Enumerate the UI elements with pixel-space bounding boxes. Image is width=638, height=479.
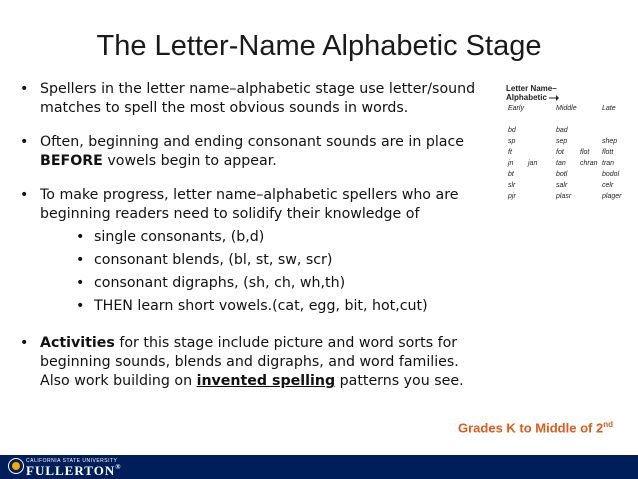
table-row	[506, 149, 632, 160]
table-cell: tran	[602, 160, 615, 167]
table-cell: bd	[508, 127, 516, 134]
bullet-2-text-b: vowels begin to appear.	[102, 153, 277, 169]
table-cell: ft	[508, 149, 512, 156]
bullet-2	[18, 133, 493, 171]
column-header-early: Early	[508, 105, 524, 112]
sub-bullet-list	[18, 228, 493, 316]
bullet-2-bold: BEFORE	[40, 153, 103, 169]
bullet-3-text: To make progress, letter name–alphabetic spellers who are beginning readers need to solidify their knowledge of	[40, 187, 459, 222]
sub-bullet	[18, 251, 493, 270]
bullet-4	[18, 334, 493, 391]
bullet-3	[18, 186, 493, 224]
table-cell: jn	[508, 160, 514, 167]
bullet-2-text-a: Often, beginning and ending consonant sounds are in place	[40, 134, 465, 150]
spelling-examples-table	[506, 84, 632, 204]
table-cell: celr	[602, 182, 614, 189]
sub-bullet-dot: •	[76, 252, 85, 268]
table-row	[506, 171, 632, 182]
university-name: FULLERTON	[26, 463, 116, 478]
table-cell: bt	[508, 171, 514, 178]
bullet-1	[18, 80, 493, 118]
bullet-4-bold: Activities	[40, 335, 115, 351]
table-cell: flott	[602, 149, 614, 156]
table-cell: slr	[508, 182, 516, 189]
table-cell: pjr	[508, 193, 516, 200]
bullet-dot: •	[20, 187, 29, 203]
table-cell: botl	[556, 171, 568, 178]
sub-bullet	[18, 274, 493, 293]
sub-bullet	[18, 228, 493, 247]
table-cell: tan	[556, 160, 566, 167]
sub-bullet-text: THEN learn short vowels.(cat, egg, bit, hot,cut)	[94, 298, 428, 314]
table-column-headers	[506, 105, 632, 117]
arrow-right-icon	[549, 95, 559, 101]
column-header-late: Late	[602, 105, 616, 112]
table-cell: sep	[556, 138, 568, 145]
table-cell: bad	[556, 127, 568, 134]
table-heading-text: Alphabetic	[506, 93, 547, 102]
university-logo	[26, 463, 121, 479]
table-cell: jan	[528, 160, 538, 167]
grade-range-suffix: nd	[603, 420, 613, 429]
sub-bullet-dot: •	[76, 298, 85, 314]
table-cell: shep	[602, 138, 618, 145]
grade-range-note	[458, 420, 613, 435]
table-cell: plager	[602, 193, 622, 200]
bullet-4-text-b: patterns you see.	[335, 373, 464, 389]
registered-mark: ®	[115, 463, 122, 471]
university-seal-center	[12, 462, 20, 470]
table-row	[506, 193, 632, 204]
sub-bullet	[18, 297, 493, 316]
university-system-label: CALIFORNIA STATE UNIVERSITY	[26, 458, 118, 464]
bullet-dot: •	[20, 134, 29, 150]
sub-bullet-text: single consonants, (b,d)	[94, 229, 265, 245]
column-header-middle: Middle	[556, 105, 577, 112]
table-cell: flot	[580, 149, 590, 156]
table-row	[506, 127, 632, 138]
table-cell: plasr	[556, 193, 572, 200]
table-row	[506, 138, 632, 149]
bullet-dot: •	[20, 335, 29, 351]
sub-bullet-dot: •	[76, 275, 85, 291]
table-cell: bodol	[602, 171, 620, 178]
bullet-4-text-a: for this stage include picture and word sorts for beginning sounds, blends and digraphs, and word families. Also work building on	[40, 335, 459, 389]
grade-range-text: Grades K to Middle of 2	[458, 420, 604, 436]
table-row	[506, 160, 632, 171]
sub-bullet-text: consonant blends, (bl, st, sw, scr)	[94, 252, 333, 268]
bullet-dot: •	[20, 81, 29, 97]
sub-bullet-text: consonant digraphs, (sh, ch, wh,th)	[94, 275, 346, 291]
table-rows	[506, 127, 632, 204]
table-heading-line1: Letter Name–	[506, 84, 557, 93]
bullet-1-text: Spellers in the letter name–alphabetic stage use letter/sound matches to spell the most obvious sounds in words.	[40, 81, 476, 116]
table-cell: chran	[580, 160, 598, 167]
slide-title: The Letter-Name Alphabetic Stage	[96, 30, 542, 62]
table-cell: salr	[556, 182, 568, 189]
table-cell: fot	[556, 149, 564, 156]
slide-body	[18, 80, 493, 406]
bullet-4-underline: invented spelling	[196, 373, 336, 389]
table-row	[506, 182, 632, 193]
sub-bullet-dot: •	[76, 229, 85, 245]
table-cell: sp	[508, 138, 516, 145]
table-heading-line2	[506, 93, 632, 102]
